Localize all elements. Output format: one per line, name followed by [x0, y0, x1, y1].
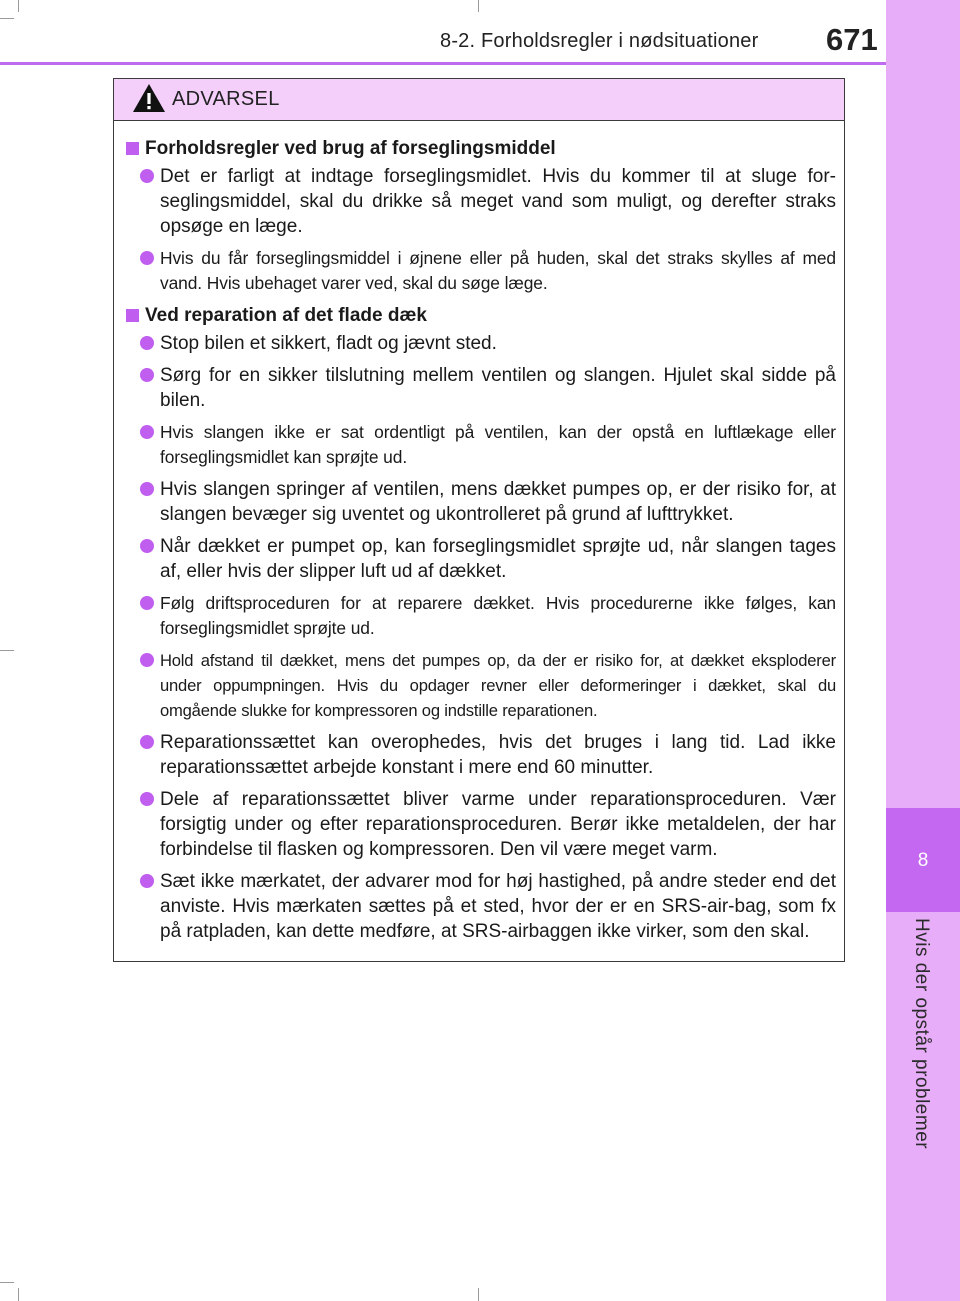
- section-title: 8-2. Forholdsregler i nødsituationer: [440, 30, 759, 52]
- crop-mark: [0, 18, 14, 19]
- list-item: [140, 363, 836, 413]
- round-bullet-icon: [140, 653, 154, 667]
- crop-mark: [478, 0, 479, 12]
- round-bullet-icon: [140, 336, 154, 350]
- chapter-number: 8: [917, 850, 929, 871]
- round-bullet-icon: [140, 482, 154, 496]
- chapter-title: Hvis der opstår problemer: [911, 918, 932, 1150]
- list-item-text: Når dækket er pumpet op, kan forseglingsmidlet sprøjte ud, når slangen tages af, eller hvis der slipper luft ud af dækket.: [160, 536, 836, 582]
- section-heading-text: Forholdsregler ved brug af forseglingsmiddel: [145, 138, 556, 159]
- warning-box: [113, 78, 845, 962]
- list-item-text: Stop bilen et sikkert, fladt og jævnt sted.: [160, 333, 497, 354]
- list-item-text: Hvis slangen springer af ventilen, mens dækket pumpes op, er der risiko for, at slangen bevæger sig uventet og ukontrolleret på grund af lufttrykket.: [160, 479, 836, 525]
- round-bullet-icon: [140, 596, 154, 610]
- list-item: [140, 331, 836, 356]
- crop-mark: [0, 1282, 14, 1283]
- warning-title: ADVARSEL: [172, 88, 280, 110]
- crop-mark: [18, 1288, 19, 1301]
- list-item: [140, 648, 836, 723]
- list-item: [140, 730, 836, 780]
- round-bullet-icon: [140, 735, 154, 749]
- section-heading-text: Ved reparation af det flade dæk: [145, 305, 427, 326]
- list-item-text: Reparationssættet kan overophedes, hvis det bruges i lang tid. Lad ikke reparationssættet arbejde konstant i mere end 60 minutter.: [160, 732, 836, 778]
- section-heading: [124, 303, 836, 328]
- crop-mark: [18, 0, 19, 12]
- list-item: [140, 164, 836, 239]
- list-item-text: Hold afstand til dækket, mens det pumpes op, da der er risiko for, at dækket eksploderer under oppumpningen. Hvis du opdager revner eller deformeringer i dækket, skal du omgående slukke for kompressoren og indstille reparationen.: [160, 651, 836, 720]
- round-bullet-icon: [140, 425, 154, 439]
- square-bullet-icon: [126, 142, 139, 155]
- page-number: 671: [826, 22, 878, 57]
- round-bullet-icon: [140, 251, 154, 265]
- list-item: [140, 534, 836, 584]
- round-bullet-icon: [140, 169, 154, 183]
- warning-header: [114, 79, 844, 121]
- square-bullet-icon: [126, 309, 139, 322]
- warning-content: [114, 121, 844, 944]
- list-item: [140, 591, 836, 641]
- list-item: [140, 869, 836, 944]
- list-item-text: Sørg for en sikker tilslutning mellem ventilen og slangen. Hjulet skal sidde på bilen.: [160, 365, 836, 411]
- list-item: [140, 420, 836, 470]
- list-item: [140, 477, 836, 527]
- list-item-text: Dele af reparationssættet bliver varme under reparationsproceduren. Vær forsigtig under og efter reparationsproceduren. Berør ikke metaldelen, der har forbindelse til flasken og kompressoren. Den vil være meget varm.: [160, 789, 836, 860]
- crop-mark: [478, 1288, 479, 1301]
- round-bullet-icon: [140, 539, 154, 553]
- list-item-text: Følg driftsproceduren for at reparere dækket. Hvis procedurerne ikke følges, kan forseglingsmidlet sprøjte ud.: [160, 593, 836, 638]
- list-item: [140, 787, 836, 862]
- list-item-text: Det er farligt at indtage forseglingsmidlet. Hvis du kommer til at sluge for-seglingsmiddel, skal du drikke så meget vand som muligt, og derefter straks opsøge en læge.: [160, 166, 836, 237]
- list-item: [140, 246, 836, 296]
- round-bullet-icon: [140, 368, 154, 382]
- list-item-text: Hvis slangen ikke er sat ordentligt på ventilen, kan der opstå en luftlækage eller forseglingsmidlet kan sprøjte ud.: [160, 422, 836, 467]
- round-bullet-icon: [140, 874, 154, 888]
- crop-mark: [0, 650, 14, 651]
- round-bullet-icon: [140, 792, 154, 806]
- warning-triangle-icon: [132, 82, 166, 114]
- header-rule: [0, 62, 886, 65]
- section-heading: [124, 136, 836, 161]
- list-item-text: Hvis du får forseglingsmiddel i øjnene eller på huden, skal det straks skylles af med vand. Hvis ubehaget varer ved, skal du søge læge.: [160, 248, 836, 293]
- list-item-text: Sæt ikke mærkatet, der advarer mod for høj hastighed, på andre steder end det anviste. Hvis mærkaten sættes på et sted, hvor der er en SRS-air-bag, som fx på ratpladen, kan dette medføre, at SRS-airbaggen ikke virker, som den skal.: [160, 871, 836, 942]
